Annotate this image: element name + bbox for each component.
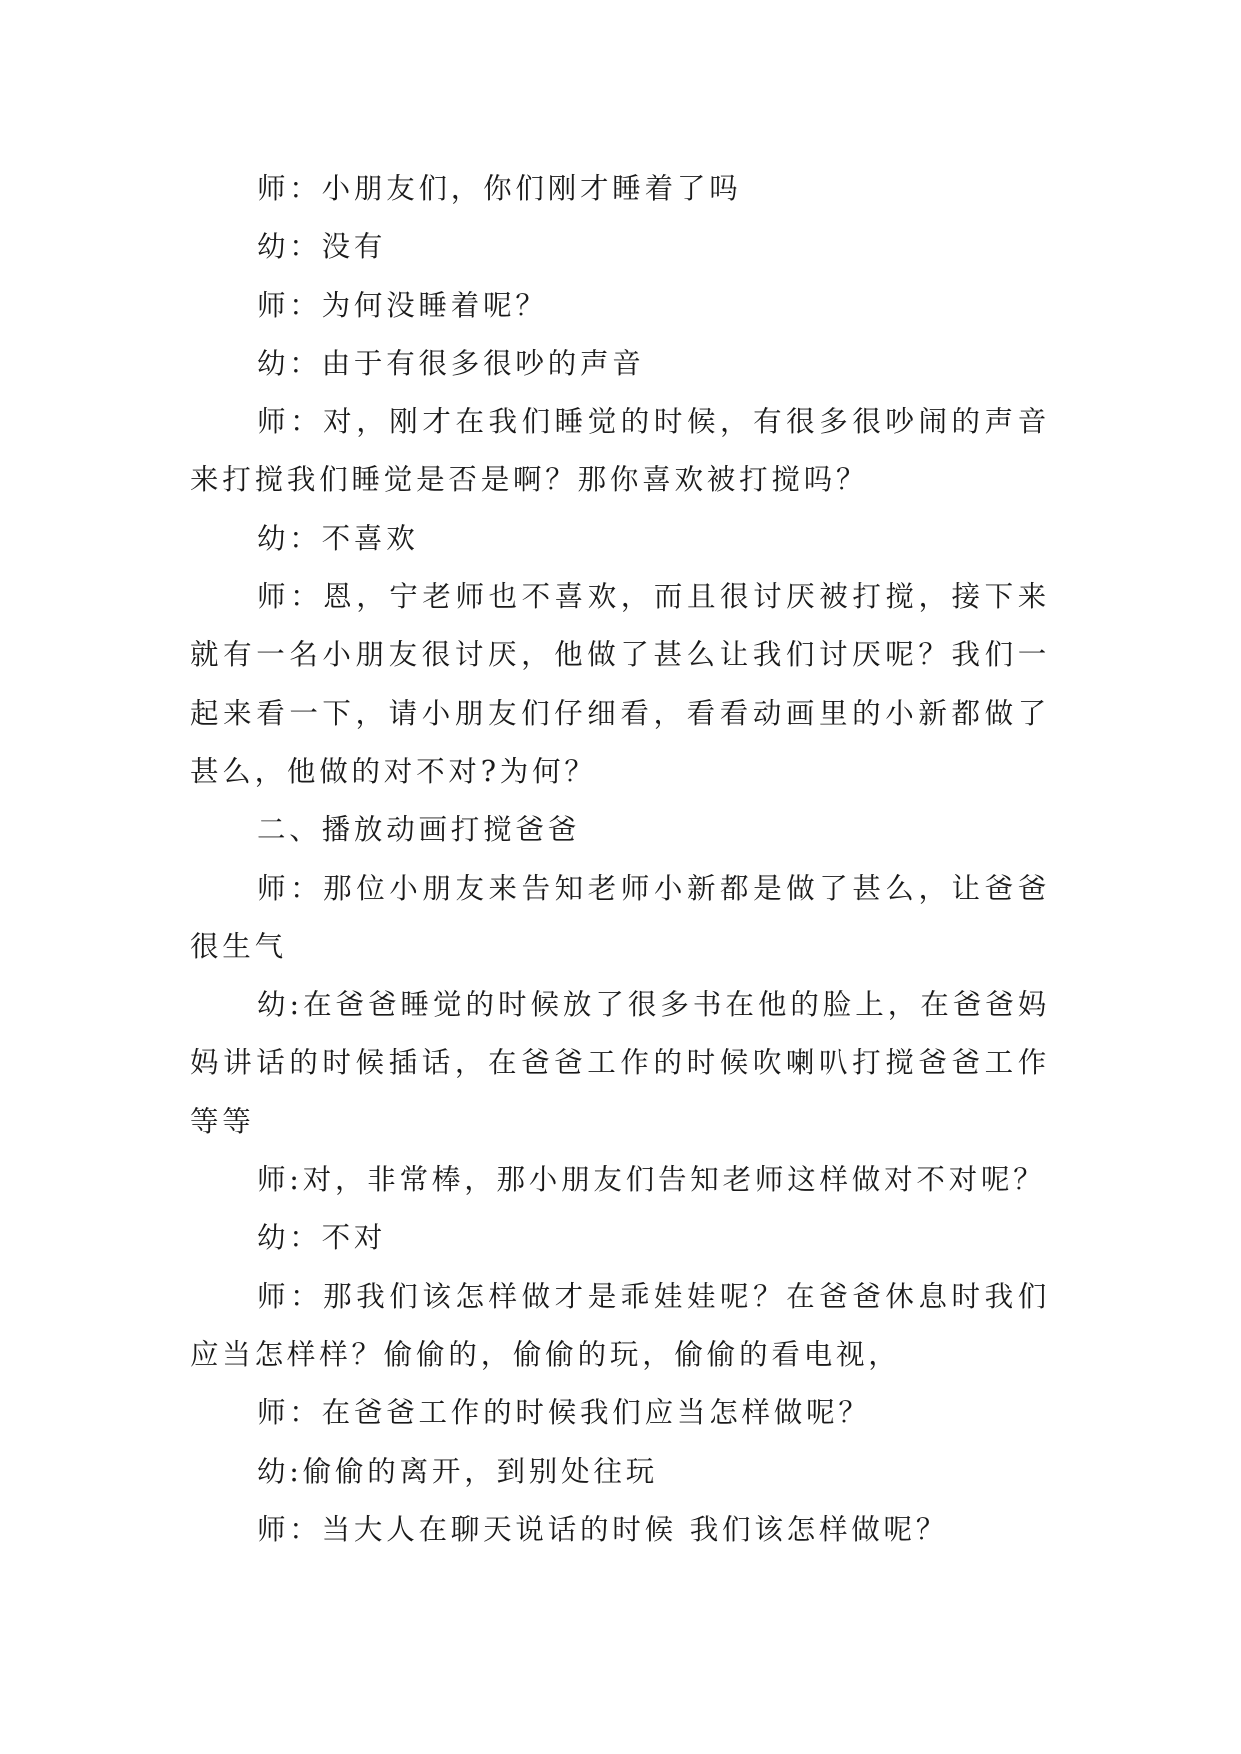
paragraph-16: 师：当大人在聊天说话的时候 我们该怎样做呢？ [257, 1512, 949, 1546]
paragraph-15: 幼:偷偷的离开，到别处往玩 [257, 1454, 659, 1488]
paragraph-4: 幼：由于有很多很吵的声音 [257, 346, 645, 380]
section-heading: 二、播放动画打搅爸爸 [257, 813, 581, 847]
paragraph-2: 幼：没有 [257, 230, 387, 264]
paragraph-7: 师：恩，宁老师也不喜欢，而且很讨厌被打搅，接下来就有一名小朋友很讨厌，他做了甚么让我们讨厌呢？我们一起来看一下，请小朋友们仔细看，看看动画里的小新都做了甚么，他做的对不对?为何？ [190, 580, 1050, 788]
paragraph-11: 师:对，非常棒，那小朋友们告知老师这样做对不对呢？ [257, 1163, 1046, 1197]
paragraph-12: 幼：不对 [257, 1221, 387, 1255]
paragraph-13: 师：那我们该怎样做才是乖娃娃呢？在爸爸休息时我们应当怎样样？偷偷的，偷偷的玩，偷偷的看电视， [190, 1279, 1050, 1371]
paragraph-5: 师：对，刚才在我们睡觉的时候，有很多很吵闹的声音来打搅我们睡觉是否是啊？那你喜欢被打搅吗？ [190, 405, 1050, 497]
paragraph-6: 幼：不喜欢 [257, 521, 419, 555]
paragraph-9: 师：那位小朋友来告知老师小新都是做了甚么，让爸爸很生气 [190, 871, 1050, 963]
paragraph-10: 幼:在爸爸睡觉的时候放了很多书在他的脸上，在爸爸妈妈讲话的时候插话，在爸爸工作的时候吹喇叭打搅爸爸工作等等 [190, 988, 1050, 1138]
paragraph-3: 师：为何没睡着呢？ [257, 288, 548, 322]
paragraph-1: 师：小朋友们，你们刚才睡着了吗 [257, 172, 742, 205]
document-body [190, 160, 1050, 1559]
paragraph-14: 师：在爸爸工作的时候我们应当怎样做呢？ [257, 1396, 871, 1430]
